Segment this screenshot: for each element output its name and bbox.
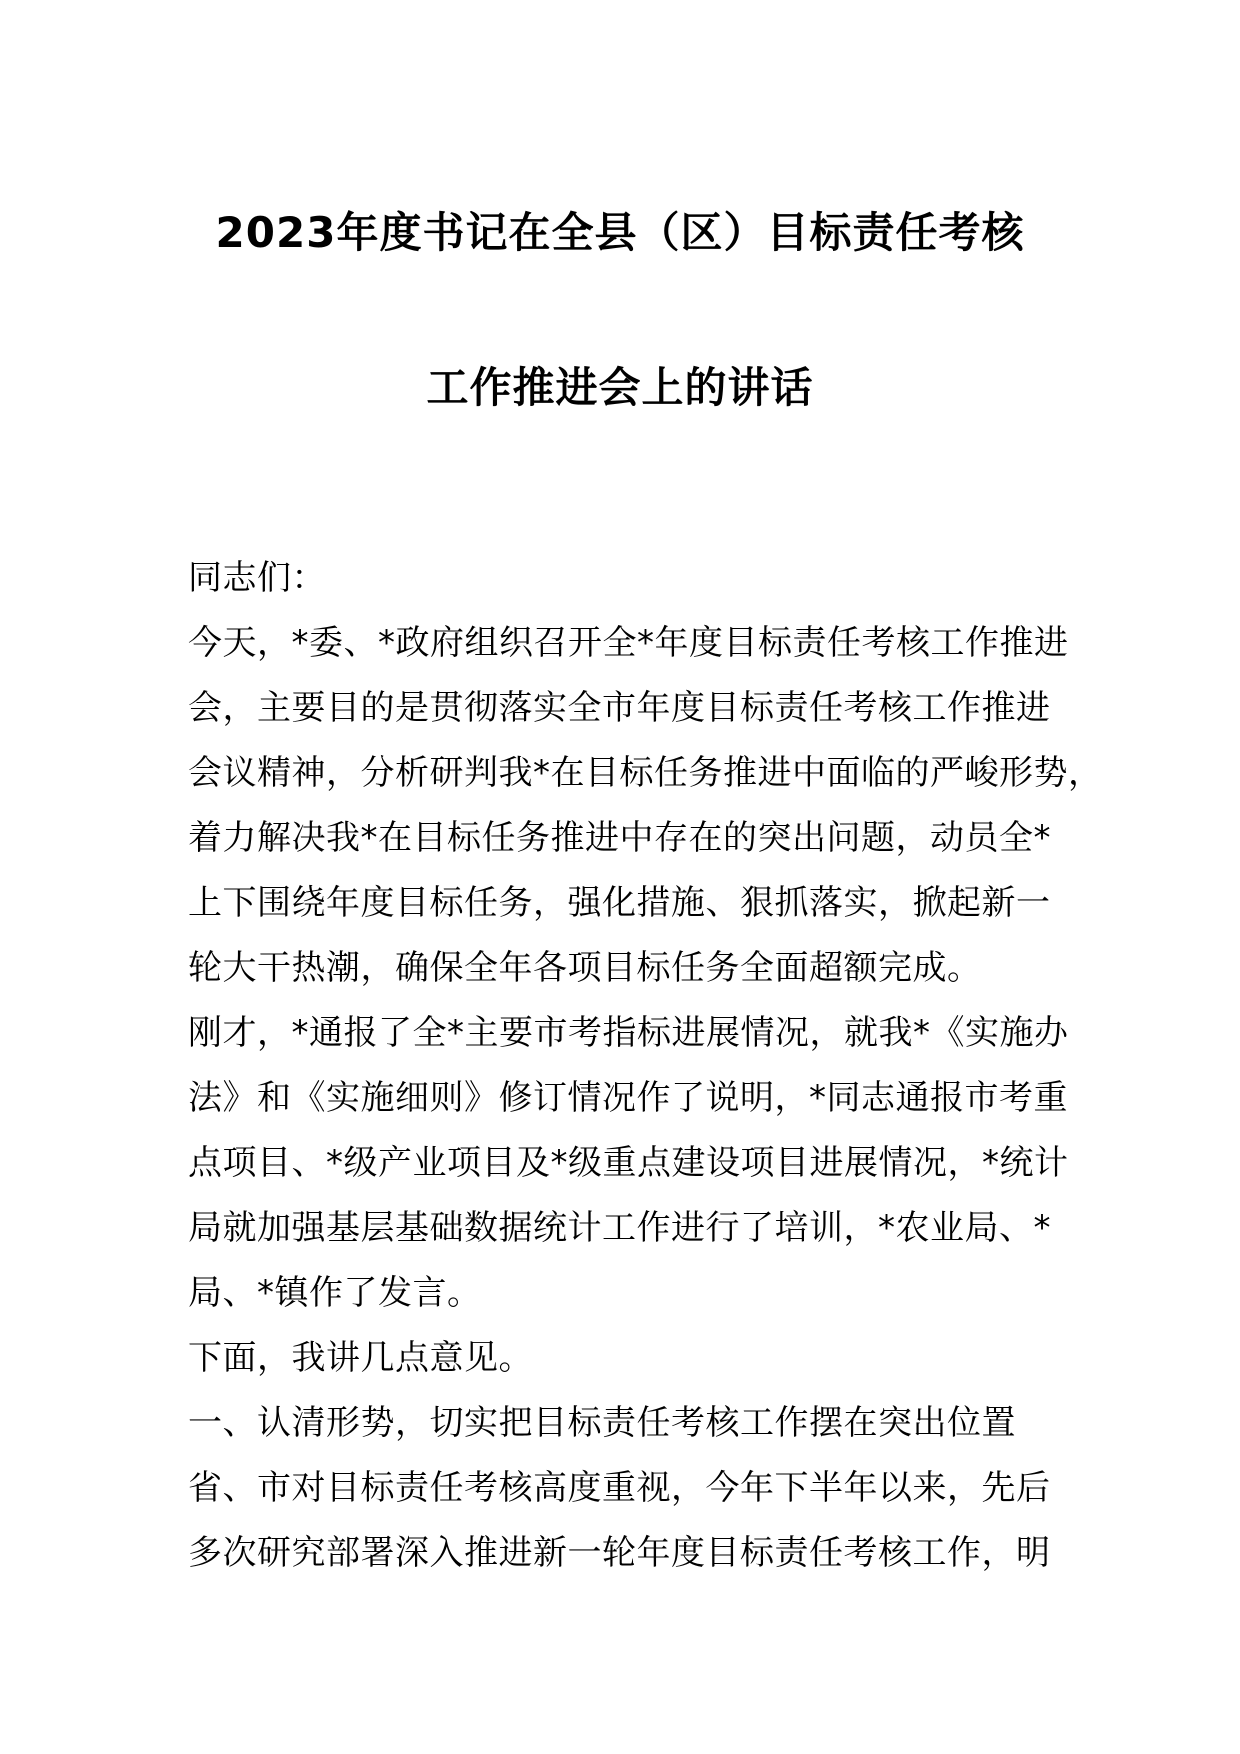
body-line: 轮大干热潮，确保全年各项目标任务全面超额完成。 [188, 948, 982, 988]
body-line: 会，主要目的是贯彻落实全市年度目标责任考核工作推进 [188, 688, 1051, 728]
body-line: 局就加强基层基础数据统计工作进行了培训，*农业局、* [188, 1208, 1051, 1248]
body-line: 点项目、*级产业项目及*级重点建设项目进展情况，*统计 [188, 1143, 1069, 1183]
body-line: 刚才，*通报了全*主要市考指标进展情况，就我*《实施办 [188, 1013, 1069, 1053]
body-line: 多次研究部署深入推进新一轮年度目标责任考核工作，明 [188, 1533, 1051, 1573]
body-line: 局、*镇作了发言。 [188, 1273, 482, 1313]
body-line: 会议精神，分析研判我*在目标任务推进中面临的严峻形势， [188, 753, 1103, 793]
document-body [188, 546, 1108, 1586]
body-line: 下面，我讲几点意见。 [188, 1338, 533, 1378]
document-title-line-1: 2023年度书记在全县（区）目标责任考核 [215, 208, 1025, 257]
body-line: 着力解决我*在目标任务推进中存在的突出问题，动员全* [188, 818, 1051, 858]
body-line: 上下围绕年度目标任务，强化措施、狠抓落实，掀起新一 [188, 883, 1051, 923]
body-line: 法》和《实施细则》修订情况作了说明，*同志通报市考重 [188, 1078, 1068, 1118]
body-line: 今天，*委、*政府组织召开全*年度目标责任考核工作推进 [188, 623, 1069, 663]
section-heading: 一、认清形势，切实把目标责任考核工作摆在突出位置 [188, 1403, 1016, 1443]
body-line: 省、市对目标责任考核高度重视，今年下半年以来，先后 [188, 1468, 1051, 1508]
salutation: 同志们： [188, 558, 326, 598]
document-title-line-2: 工作推进会上的讲话 [426, 363, 814, 412]
